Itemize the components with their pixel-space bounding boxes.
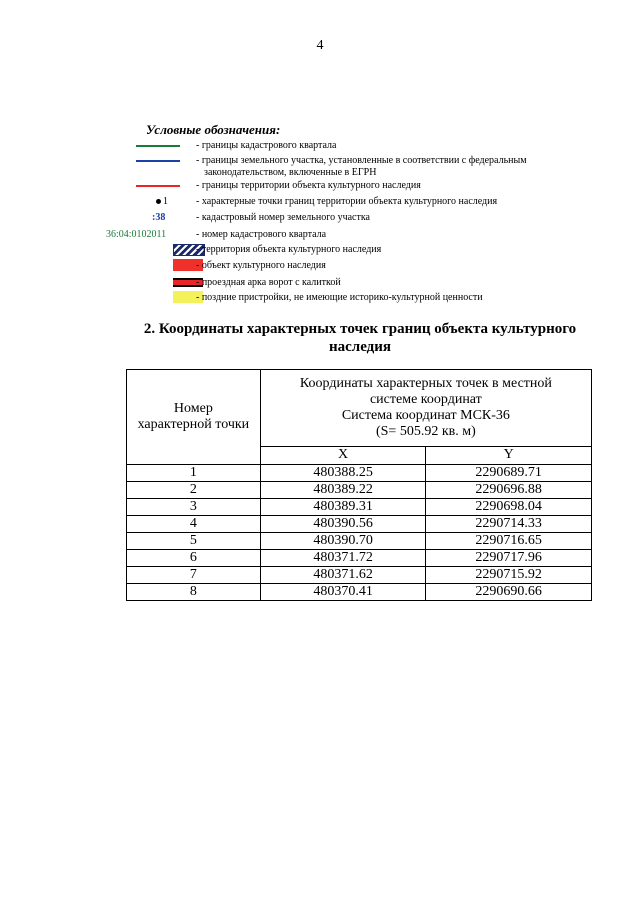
- table-row: 8 480370.41 2290690.66: [127, 584, 592, 601]
- coordinates-table: [126, 369, 592, 601]
- green-line-icon: [136, 145, 180, 147]
- x-header: X: [260, 446, 426, 464]
- table-row: 1 480388.25 2290689.71: [127, 465, 592, 482]
- table-row: 2 480389.22 2290696.88: [127, 482, 592, 499]
- coordinates-header: Координаты характерных точек в местной системе координат Система координат МСК-36 (S= 505.92 кв. м): [260, 370, 591, 447]
- blue-line-icon: [136, 160, 180, 162]
- point-dot-icon: [156, 199, 161, 204]
- page-number: 4: [316, 38, 324, 53]
- table-row: 3 480389.31 2290698.04: [127, 499, 592, 516]
- table-row: 6 480371.72 2290717.96: [127, 550, 592, 567]
- legend-title: Условные обозначения:: [146, 122, 281, 137]
- table-header-row: [127, 370, 592, 447]
- table-row: 7 480371.62 2290715.92: [127, 567, 592, 584]
- table-row: 5 480390.70 2290716.65: [127, 533, 592, 550]
- y-header: Y: [426, 446, 592, 464]
- section-heading: 2. Координаты характерных точек границ объекта культурного наследия: [143, 321, 577, 355]
- point-number-header: Номер характерной точки: [127, 370, 261, 465]
- red-line-icon: [136, 185, 180, 187]
- table-row: 4 480390.56 2290714.33: [127, 516, 592, 533]
